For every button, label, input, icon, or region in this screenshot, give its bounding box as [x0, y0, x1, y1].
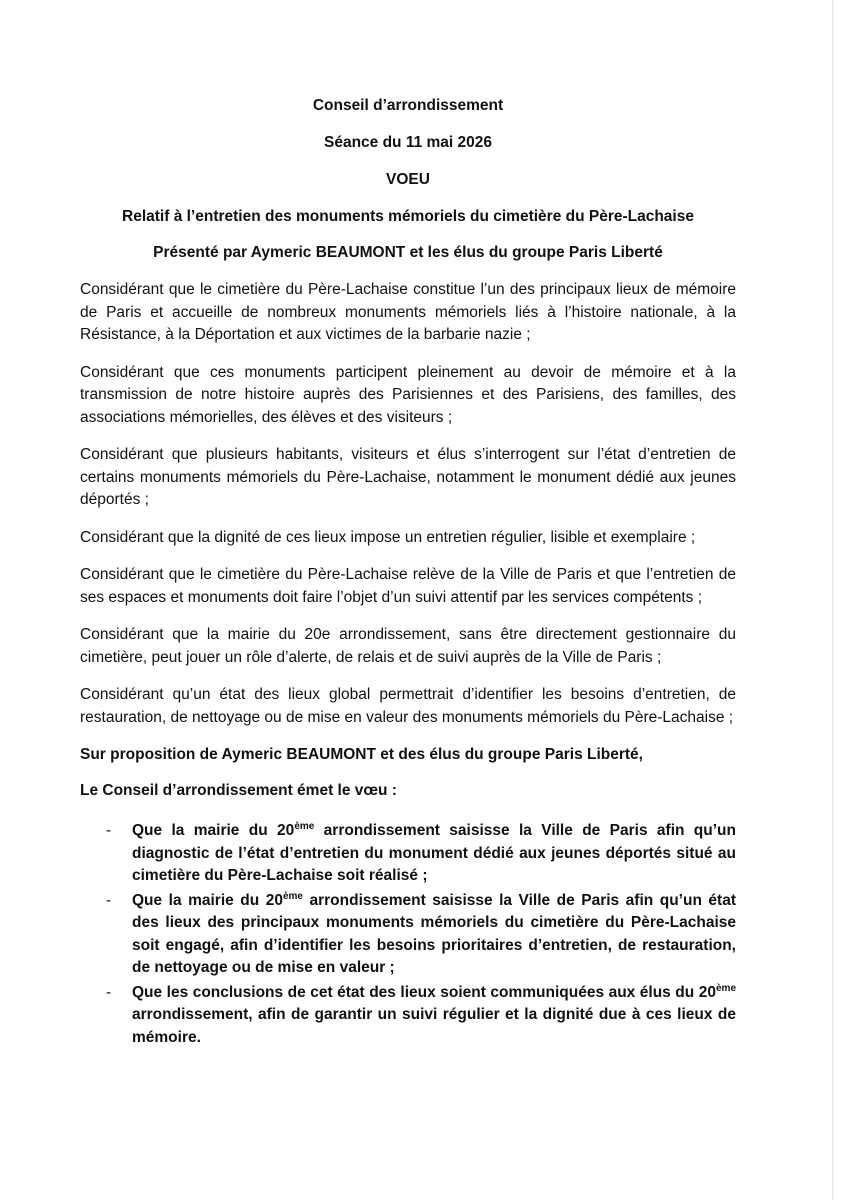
ordinal-superscript: ème: [294, 821, 315, 832]
considerant-paragraph: Considérant que plusieurs habitants, visiteurs et élus s’interrogent sur l’état d’entretien de certains monuments mémoriels du Père-Lachaise, notamment le monument dédié aux jeunes déportés ;: [80, 446, 736, 508]
session-date: Séance du 11 mai 2026: [323, 134, 493, 151]
ordinal-superscript: ème: [282, 890, 303, 902]
wish-item: [80, 982, 736, 1050]
considerant-paragraph: Considérant que ces monuments participent pleinement au devoir de mémoire et à la transmission de notre histoire auprès des Parisiennes et des Parisiens, des familles, des associations mémorielles, des élèves et des visiteurs ;: [80, 363, 736, 426]
wish-text-end: arrondissement, afin de garantir un suivi régulier et la dignité due à ces lieux de mémoire.: [132, 1006, 736, 1046]
emits-wish-line: Le Conseil d’arrondissement émet le vœu :: [80, 782, 397, 799]
wish-item: [80, 820, 736, 888]
presented-by: Présenté par Aymeric BEAUMONT et les élus du groupe Paris Liberté: [153, 244, 663, 261]
bullet-dash: -: [106, 822, 112, 839]
considerant-paragraph: Considérant que la dignité de ces lieux impose un entretien régulier, lisible et exemplaire ;: [80, 528, 696, 546]
page-edge-divider: [832, 0, 833, 1200]
bullet-dash: -: [106, 983, 112, 1001]
bullet-dash: -: [106, 891, 112, 909]
wish-list: [80, 820, 736, 1049]
council-title: Conseil d’arrondissement: [312, 97, 504, 114]
wish-text-end: arrondissement saisisse la Ville de Paris afin qu’un état des lieux des principaux monuments mémoriels du cimetière du Père-Lachaise soit engagé, afin d’identifier les besoins prioritaires d’entretien, de restauration, de nettoyage ou de mise en valeur ;: [132, 891, 736, 976]
ordinal-superscript: ème: [715, 982, 736, 994]
document-page: [80, 96, 736, 1051]
wish-text-start: Que les conclusions de cet état des lieux soient communiquées aux élus du 20: [132, 983, 716, 1001]
considerant-paragraph: Considérant que le cimetière du Père-Lachaise constitue l’un des principaux lieux de mémoire de Paris et accueille de nombreux monuments mémoriels liés à l’histoire nationale, à la Résistance, à la Déportation et aux victimes de la barbarie nazie ;: [80, 281, 736, 343]
wish-text-start: Que la mairie du 20: [132, 822, 295, 839]
considerant-paragraph: Considérant que le cimetière du Père-Lachaise relève de la Ville de Paris et que l’entretien de ses espaces et monuments doit faire l’objet d’un suivi attentif par les services compétents ;: [80, 566, 736, 606]
proposal-line: Sur proposition de Aymeric BEAUMONT et des élus du groupe Paris Liberté,: [80, 746, 643, 763]
document-subject: Relatif à l’entretien des monuments mémoriels du cimetière du Père-Lachaise: [122, 208, 694, 225]
considerant-paragraph: Considérant que la mairie du 20e arrondissement, sans être directement gestionnaire du cimetière, peut jouer un rôle d’alerte, de relais et de suivi auprès de la Ville de Paris ;: [80, 626, 736, 666]
wish-text-start: Que la mairie du 20: [132, 891, 283, 909]
considerant-paragraph: Considérant qu’un état des lieux global permettrait d’identifier les besoins d’entretien, de restauration, de nettoyage ou de mise en valeur des monuments mémoriels du Père-Lachaise ;: [80, 686, 736, 726]
wish-text-end: arrondissement saisisse la Ville de Paris afin qu’un diagnostic de l’état d’entretien du monument dédié aux jeunes déportés situé au cimetière du Père-Lachaise soit réalisé ;: [132, 822, 736, 884]
document-type: VOEU: [386, 171, 430, 188]
wish-item: [80, 890, 736, 980]
